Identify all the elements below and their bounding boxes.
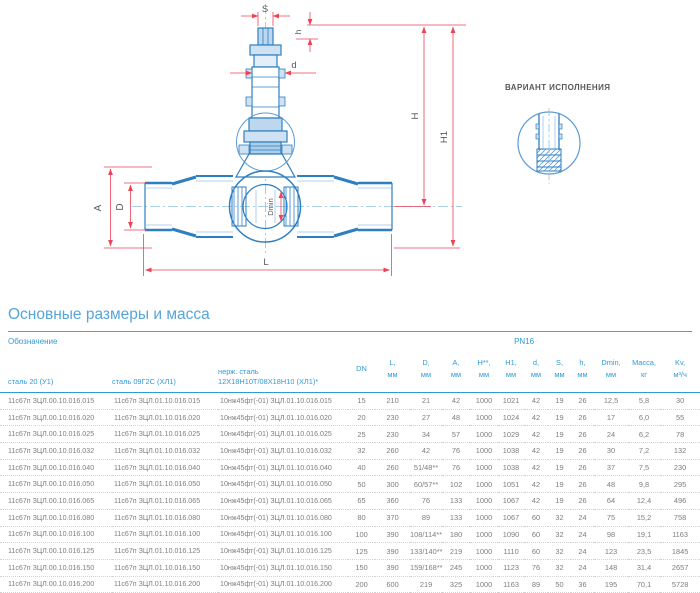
table-row xyxy=(0,576,700,593)
value-cell: 1000 xyxy=(470,426,498,443)
designation-cell: 11с67п ЗЦЛ.01.10.016.032 xyxy=(112,443,218,460)
value-cell: 25 xyxy=(348,426,375,443)
pn-header: PN16 xyxy=(514,337,535,346)
value-cell: 1024 xyxy=(498,409,524,426)
value-cell: 40 xyxy=(348,459,375,476)
dim-label-L: L xyxy=(263,257,269,268)
value-cell: 1000 xyxy=(470,509,498,526)
value-cell: 102 xyxy=(442,476,470,493)
variant-caption: ВАРИАНТ ИСПОЛНЕНИЯ xyxy=(505,83,611,92)
value-cell: 1000 xyxy=(470,443,498,460)
value-cell: 7,5 xyxy=(628,459,660,476)
value-cell: 65 xyxy=(348,493,375,510)
dim-column-header-l: L, мм xyxy=(375,349,410,393)
dim-column-header-масса: Масса, кг xyxy=(628,349,660,393)
designation-cell: 10нж45фт(-01) ЗЦЛ.01.10.016.050 xyxy=(218,476,348,493)
designation-cell: 11с67п ЗЦЛ.01.10.016.150 xyxy=(112,559,218,576)
designation-cell: 10нж45фт(-01) ЗЦЛ.01.10.016.032 xyxy=(218,443,348,460)
value-cell: 42 xyxy=(524,409,548,426)
value-cell: 32 xyxy=(348,443,375,460)
value-cell: 64 xyxy=(594,493,628,510)
dimensions-table-wrap xyxy=(0,334,700,593)
value-cell: 245 xyxy=(442,559,470,576)
value-cell: 1000 xyxy=(470,476,498,493)
value-cell: 133 xyxy=(442,493,470,510)
designation-cell: 11с67п ЗЦЛ.01.10.016.200 xyxy=(112,576,218,593)
header-row-columns xyxy=(0,349,700,393)
value-cell: 133/140** xyxy=(410,543,442,560)
value-cell: 1000 xyxy=(470,409,498,426)
value-cell: 230 xyxy=(660,459,700,476)
value-cell: 89 xyxy=(524,576,548,593)
value-cell: 1000 xyxy=(470,543,498,560)
table-row xyxy=(0,443,700,460)
designation-cell: 10нж45фт(-01) ЗЦЛ.01.10.016.125 xyxy=(218,543,348,560)
value-cell: 7,2 xyxy=(628,443,660,460)
value-cell: 50 xyxy=(548,576,571,593)
designation-cell: 10нж45фт(-01) ЗЦЛ.01.10.016.040 xyxy=(218,459,348,476)
value-cell: 1163 xyxy=(660,526,700,543)
designation-cell: 11с67п ЗЦЛ.01.10.016.025 xyxy=(112,426,218,443)
value-cell: 5728 xyxy=(660,576,700,593)
stem-assembly xyxy=(236,28,295,177)
value-cell: 1000 xyxy=(470,559,498,576)
value-cell: 26 xyxy=(571,409,594,426)
value-cell: 21 xyxy=(421,396,431,406)
designation-cell: 11с67п ЗЦЛ.01.10.016.020 xyxy=(112,409,218,426)
dim-column-header-kv: Kv, м³/ч xyxy=(660,349,700,393)
value-cell: 260 xyxy=(375,459,410,476)
value-cell: 1000 xyxy=(470,576,498,593)
value-cell: 32 xyxy=(548,509,571,526)
value-cell: 100 xyxy=(348,526,375,543)
value-cell: 23,5 xyxy=(628,543,660,560)
value-cell: 600 xyxy=(375,576,410,593)
dim-label-D: D xyxy=(115,203,126,211)
value-cell: 80 xyxy=(348,509,375,526)
value-cell: 12,4 xyxy=(628,493,660,510)
value-cell: 390 xyxy=(375,543,410,560)
value-cell: 17 xyxy=(594,409,628,426)
value-cell: 230 xyxy=(375,426,410,443)
designation-cell: 11с67п ЗЦЛ.00.10.016.025 xyxy=(0,426,112,443)
value-cell: 26 xyxy=(571,476,594,493)
value-cell: 42 xyxy=(410,443,442,460)
value-cell: 200 xyxy=(348,576,375,593)
value-cell: 76 xyxy=(524,559,548,576)
value-cell: 60 xyxy=(524,543,548,560)
designation-cell: 10нж45фт(-01) ЗЦЛ.01.10.016.200 xyxy=(218,576,348,593)
table-row xyxy=(0,493,700,510)
value-cell: 37 xyxy=(594,459,628,476)
value-cell: 26 xyxy=(578,396,587,406)
header-row-top xyxy=(0,334,700,349)
designation-cell: 10нж45фт(-01) ЗЦЛ.01.10.016.065 xyxy=(218,493,348,510)
value-cell: 98 xyxy=(594,526,628,543)
value-cell: 230 xyxy=(375,409,410,426)
dim-column-header-d: d, мм xyxy=(524,349,548,393)
value-cell: 42 xyxy=(524,493,548,510)
designation-cell: 10нж45фт(-01) ЗЦЛ.01.10.016.100 xyxy=(218,526,348,543)
value-cell: 42 xyxy=(531,396,541,406)
value-cell: 60/57** xyxy=(410,476,442,493)
value-cell: 34 xyxy=(410,426,442,443)
dim-label-H1: H1 xyxy=(439,130,450,144)
value-cell: 42 xyxy=(451,396,461,406)
value-cell: 2657 xyxy=(660,559,700,576)
dim-label-d: d xyxy=(291,60,297,71)
designation-cell: 10нж45фт(-01) ЗЦЛ.01.10.016.025 xyxy=(218,426,348,443)
value-cell: 27 xyxy=(410,409,442,426)
designation-cell: 11с67п ЗЦЛ.01.10.016.100 xyxy=(112,526,218,543)
table-row xyxy=(0,459,700,476)
value-cell: 300 xyxy=(375,476,410,493)
dim-label-A: A xyxy=(93,204,104,212)
value-cell: 260 xyxy=(375,443,410,460)
value-cell: 219 xyxy=(442,543,470,560)
value-cell: 19 xyxy=(548,409,571,426)
designation-cell: 11с67п ЗЦЛ.00.10.016.150 xyxy=(0,559,112,576)
value-cell: 390 xyxy=(375,526,410,543)
value-cell: 210 xyxy=(386,396,399,406)
value-cell: 1021 xyxy=(502,396,520,406)
value-cell: 1163 xyxy=(498,576,524,593)
value-cell: 19 xyxy=(548,476,571,493)
dim-column-header-s: S, мм xyxy=(548,349,571,393)
designation-header: Обозначение xyxy=(8,337,58,346)
designation-cell: 10нж45фт(-01) ЗЦЛ.01.10.016.015 xyxy=(220,396,332,405)
value-cell: 1000 xyxy=(475,396,493,406)
value-cell: 295 xyxy=(660,476,700,493)
dim-label-s: S xyxy=(261,4,269,15)
value-cell: 26 xyxy=(571,443,594,460)
designation-cell: 11с67п ЗЦЛ.01.10.016.125 xyxy=(112,543,218,560)
table-row xyxy=(0,476,700,493)
value-cell: 370 xyxy=(375,509,410,526)
value-cell: 24 xyxy=(571,526,594,543)
dim-column-header-h: h, мм xyxy=(571,349,594,393)
value-cell: 1123 xyxy=(498,559,524,576)
value-cell: 1845 xyxy=(660,543,700,560)
value-cell: 20 xyxy=(348,409,375,426)
value-cell: 24 xyxy=(594,426,628,443)
material-column-header-3: нерж. сталь 12Х18Н10Т/08Х18Н10 (ХЛ1)* xyxy=(218,349,348,393)
dim-label-h: h xyxy=(293,29,303,35)
dim-column-header-dn: DN xyxy=(348,349,375,393)
designation-cell: 11с67п ЗЦЛ.01.10.016.050 xyxy=(112,476,218,493)
value-cell: 36 xyxy=(571,576,594,593)
dimensions-table xyxy=(0,334,700,593)
value-cell: 30 xyxy=(675,396,685,406)
table-row xyxy=(0,409,700,426)
value-cell: 133 xyxy=(442,509,470,526)
value-cell: 12,5 xyxy=(603,396,619,406)
value-cell: 75 xyxy=(594,509,628,526)
value-cell: 19 xyxy=(555,396,564,406)
value-cell: 108/114** xyxy=(410,526,442,543)
value-cell: 1029 xyxy=(498,426,524,443)
value-cell: 360 xyxy=(375,493,410,510)
table-row xyxy=(0,543,700,560)
value-cell: 390 xyxy=(375,559,410,576)
dim-label-Dmin: Dmin xyxy=(266,198,275,216)
value-cell: 1110 xyxy=(498,543,524,560)
table-row xyxy=(0,426,700,443)
designation-cell: 11с67п ЗЦЛ.00.10.016.100 xyxy=(0,526,112,543)
designation-cell: 11с67п ЗЦЛ.00.10.016.050 xyxy=(0,476,112,493)
value-cell: 78 xyxy=(660,426,700,443)
variant-detail-view xyxy=(505,83,610,184)
value-cell: 6,2 xyxy=(628,426,660,443)
value-cell: 42 xyxy=(524,476,548,493)
value-cell: 76 xyxy=(442,443,470,460)
designation-cell: 11с67п ЗЦЛ.01.10.016.065 xyxy=(112,493,218,510)
value-cell: 19 xyxy=(548,443,571,460)
value-cell: 32 xyxy=(548,543,571,560)
value-cell: 15,2 xyxy=(628,509,660,526)
table-row xyxy=(0,393,700,410)
designation-cell: 11с67п ЗЦЛ.00.10.016.032 xyxy=(0,443,112,460)
value-cell: 1000 xyxy=(470,493,498,510)
value-cell: 1067 xyxy=(498,509,524,526)
designation-cell: 11с67п ЗЦЛ.00.10.016.040 xyxy=(0,459,112,476)
value-cell: 1051 xyxy=(498,476,524,493)
value-cell: 123 xyxy=(594,543,628,560)
designation-cell: 11с67п ЗЦЛ.00.10.016.200 xyxy=(0,576,112,593)
designation-cell: 11с67п ЗЦЛ.00.10.016.065 xyxy=(0,493,112,510)
value-cell: 24 xyxy=(571,543,594,560)
value-cell: 60 xyxy=(524,526,548,543)
designation-cell: 10нж45фт(-01) ЗЦЛ.01.10.016.020 xyxy=(218,409,348,426)
value-cell: 24 xyxy=(571,559,594,576)
designation-cell: 11с67п ЗЦЛ.01.10.016.040 xyxy=(112,459,218,476)
value-cell: 15 xyxy=(357,396,366,406)
value-cell: 19,1 xyxy=(628,526,660,543)
value-cell: 70,1 xyxy=(628,576,660,593)
value-cell: 51/48** xyxy=(410,459,442,476)
value-cell: 50 xyxy=(348,476,375,493)
value-cell: 24 xyxy=(571,509,594,526)
designation-cell: 11с67п ЗЦЛ.01.10.016.080 xyxy=(112,509,218,526)
value-cell: 42 xyxy=(524,443,548,460)
value-cell: 19 xyxy=(548,493,571,510)
value-cell: 31,4 xyxy=(628,559,660,576)
value-cell: 1067 xyxy=(498,493,524,510)
value-cell: 132 xyxy=(660,443,700,460)
value-cell: 76 xyxy=(442,459,470,476)
designation-cell: 11с67п ЗЦЛ.00.10.016.125 xyxy=(0,543,112,560)
value-cell: 195 xyxy=(594,576,628,593)
dim-column-header-d: D, мм xyxy=(410,349,442,393)
value-cell: 26 xyxy=(571,426,594,443)
dim-column-header-н: Н**, мм xyxy=(470,349,498,393)
designation-cell: 11с67п ЗЦЛ.00.10.016.015 xyxy=(8,396,95,405)
dim-column-header-dmin: Dmin, мм xyxy=(594,349,628,393)
value-cell: 9,8 xyxy=(628,476,660,493)
value-cell: 180 xyxy=(442,526,470,543)
value-cell: 57 xyxy=(442,426,470,443)
material-column-header-2: сталь 09Г2С (ХЛ1) xyxy=(112,349,218,393)
value-cell: 48 xyxy=(442,409,470,426)
value-cell: 32 xyxy=(548,559,571,576)
value-cell: 1000 xyxy=(470,526,498,543)
value-cell: 148 xyxy=(594,559,628,576)
material-column-header-1: сталь 20 (У1) xyxy=(0,349,112,393)
value-cell: 19 xyxy=(548,459,571,476)
value-cell: 5,8 xyxy=(638,396,650,406)
table-body xyxy=(0,393,700,593)
value-cell: 1038 xyxy=(498,459,524,476)
value-cell: 26 xyxy=(571,493,594,510)
value-cell: 6,0 xyxy=(628,409,660,426)
dim-column-header-h1: H1, мм xyxy=(498,349,524,393)
designation-cell: 11с67п ЗЦЛ.00.10.016.080 xyxy=(0,509,112,526)
value-cell: 76 xyxy=(410,493,442,510)
value-cell: 42 xyxy=(524,459,548,476)
value-cell: 32 xyxy=(548,526,571,543)
value-cell: 219 xyxy=(410,576,442,593)
section-title: Основные размеры и масса xyxy=(8,306,692,332)
value-cell: 48 xyxy=(594,476,628,493)
value-cell: 89 xyxy=(410,509,442,526)
designation-cell: 10нж45фт(-01) ЗЦЛ.01.10.016.080 xyxy=(218,509,348,526)
value-cell: 125 xyxy=(348,543,375,560)
designation-cell: 11с67п ЗЦЛ.00.10.016.020 xyxy=(0,409,112,426)
designation-cell: 10нж45фт(-01) ЗЦЛ.01.10.016.150 xyxy=(218,559,348,576)
designation-cell: 11с67п ЗЦЛ.01.10.016.015 xyxy=(114,396,201,405)
value-cell: 758 xyxy=(660,509,700,526)
value-cell: 1038 xyxy=(498,443,524,460)
value-cell: 42 xyxy=(524,426,548,443)
value-cell: 150 xyxy=(348,559,375,576)
value-cell: 26 xyxy=(571,459,594,476)
value-cell: 159/168** xyxy=(410,559,442,576)
value-cell: 496 xyxy=(660,493,700,510)
value-cell: 55 xyxy=(660,409,700,426)
value-cell: 1090 xyxy=(498,526,524,543)
value-cell: 30 xyxy=(594,443,628,460)
dim-label-H: H xyxy=(410,112,421,120)
value-cell: 325 xyxy=(442,576,470,593)
table-row xyxy=(0,559,700,576)
table-row xyxy=(0,509,700,526)
dim-column-header-a: A, мм xyxy=(442,349,470,393)
value-cell: 1000 xyxy=(470,459,498,476)
value-cell: 60 xyxy=(524,509,548,526)
value-cell: 19 xyxy=(548,426,571,443)
table-row xyxy=(0,526,700,543)
